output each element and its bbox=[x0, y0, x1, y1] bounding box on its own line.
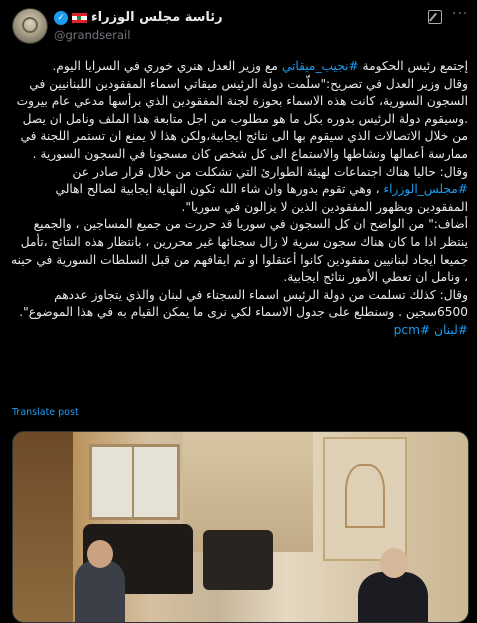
photo-wall-panel bbox=[323, 437, 407, 561]
more-options-icon[interactable]: ··· bbox=[452, 6, 469, 22]
avatar[interactable] bbox=[12, 8, 48, 44]
photo-person bbox=[75, 560, 125, 623]
post-photo[interactable] bbox=[12, 431, 469, 623]
post-hashtags bbox=[8, 322, 468, 340]
account-name-row[interactable] bbox=[54, 10, 223, 25]
hashtag-link[interactable]: #نجيب_ميقاتي bbox=[281, 59, 359, 73]
photo-chair bbox=[203, 530, 273, 590]
account-handle[interactable]: @grandserail bbox=[54, 28, 131, 42]
photo-person bbox=[358, 572, 428, 623]
translate-post-link[interactable]: Translate post bbox=[12, 407, 79, 418]
lebanon-flag-icon bbox=[72, 13, 87, 23]
post-paragraph-5: وقال: كذلك تسلمت من دولة الرئيس اسماء السجناء في لبنان والذي يتجاوز عددهم 6500سجين . وسنطلع على جدول الاسماء لكي نرى ما يمكن القيام به في هذا الموضوع". bbox=[19, 287, 468, 320]
post-text-segment: مع وزير العدل هنري خوري في السرايا اليوم. bbox=[52, 59, 282, 73]
post-paragraph-1 bbox=[8, 58, 468, 76]
hashtag-link[interactable]: #مجلس_الوزراء bbox=[383, 182, 468, 197]
post-text bbox=[8, 58, 468, 340]
photo-window bbox=[89, 444, 180, 520]
post-text-segment: وقال: حاليا هناك اجتماعات لهيئة الطوارئ التي تشكلت من خلال قرار صادر عن bbox=[72, 164, 468, 179]
post-paragraph-3 bbox=[8, 164, 468, 217]
post-paragraph-2: وقال وزير العدل في تصريح:"سلّمت دولة الرئيس ميقاتي اسماء المفقودين اللبنانيين في السجون السورية، كانت هذه الاسماء بحوزة لجنة المفقودين الذي برأسها مدعي عام بيروت .وسيقوم دولة الرئيس بدوره بكل ما هو مطلوب من اجل متابعة هذا الملف ونامل ان يصل من خلال الاتصالات الذي سيقوم بها الى نتائج ايجابية،ولكن هذا لا يمنع ان تستمر اللجنة في ممارسة أعمالها ونشاطها والاستماع الى كل شخص كان مسجونا في السجون السورية . bbox=[16, 76, 468, 161]
post-text-segment: ، وهي تقوم بدورها وان شاء الله تكون النهاية ايجابية لصالح اهالي المفقودين وبظهور المفقودين الذين لا يزالون في سوريا". bbox=[55, 182, 468, 214]
hashtag-link[interactable]: #لبنان #pcm bbox=[393, 322, 468, 337]
grok-icon[interactable] bbox=[428, 10, 442, 24]
post-text-segment: إجتمع رئيس الحكومة bbox=[358, 59, 468, 73]
photo-wall bbox=[13, 432, 73, 622]
verified-badge-icon: ✓ bbox=[54, 11, 68, 25]
post-header bbox=[0, 0, 477, 50]
display-name[interactable]: رئاسة مجلس الوزراء bbox=[91, 10, 223, 25]
post-paragraph-4: أضاف:" من الواضح ان كل السجون في سوريا قد حررت من جميع المساجين ، والجميع ينتظر اذا ما كان هناك سجون سرية لا زال سجنائها غير محررين ، بانتظار هذه النتائج ،تأمل جميعا ايجاد لبنانيين مفقودين كانوا أعتقلوا او تم ايقافهم من قبل السلطات السورية في حينه ، ونامل ان تعطي الأمور نتائج ايجابية. bbox=[11, 217, 468, 285]
